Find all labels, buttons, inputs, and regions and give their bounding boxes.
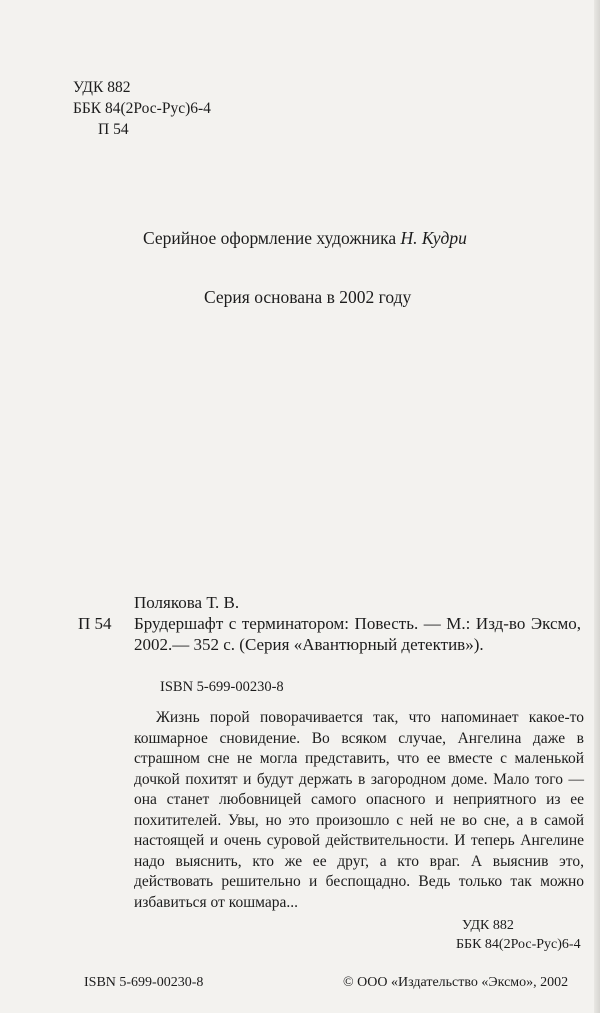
design-credit-text: Серийное оформление художника — [143, 228, 397, 248]
catalog-entry — [78, 592, 581, 655]
design-credit-artist: Н. Кудри — [400, 228, 467, 248]
series-note: Серия основана в 2002 году — [204, 287, 412, 307]
catalog-author: Полякова Т. В. — [134, 593, 240, 612]
footer-bbk: ББК 84(2Рос-Рус)6-4 — [456, 937, 581, 952]
design-credit — [143, 228, 467, 249]
copyright: © ООО «Издательство «Эксмо», 2002 — [343, 975, 569, 990]
catalog-code: П 54 — [98, 121, 129, 138]
isbn-bottom: ISBN 5-699-00230-8 — [84, 975, 204, 990]
footer-codes — [456, 916, 581, 954]
udk-code: УДК 882 — [73, 79, 131, 96]
isbn-main: ISBN 5-699-00230-8 — [160, 679, 284, 695]
annotation: Жизнь порой поворачивается так, что напоминает какое-то кошмарное сновидение. Во всяком случае, Ангелина даже в страшном сне не могла представить, что ее вместе с маленькой дочкой похитят и будут держать в загородном доме. Мало того — она станет любовницей самого опасного и неприятного из ее похитителей. Увы, но это произошло с ней не во сне, а в самой настоящей и очень суровой действительности. И теперь Ангелине надо выяснить, кто же ее друг, а кто враг. А выяснив это, действовать решительно и беспощадно. Ведь только так можно избавиться от кошмара... — [134, 709, 584, 911]
bbk-code: ББК 84(2Рос-Рус)6-4 — [73, 100, 211, 117]
catalog-title: Брудершафт с терминатором: Повесть. — М.: Изд-во Эксмо, 2002.— 352 с. (Серия «Авантюрный детектив»). — [134, 614, 581, 654]
catalog-entry-code: П 54 — [78, 614, 112, 633]
footer-udk: УДК 882 — [462, 918, 514, 933]
header-codes — [73, 77, 211, 140]
page-edge — [594, 0, 600, 1013]
